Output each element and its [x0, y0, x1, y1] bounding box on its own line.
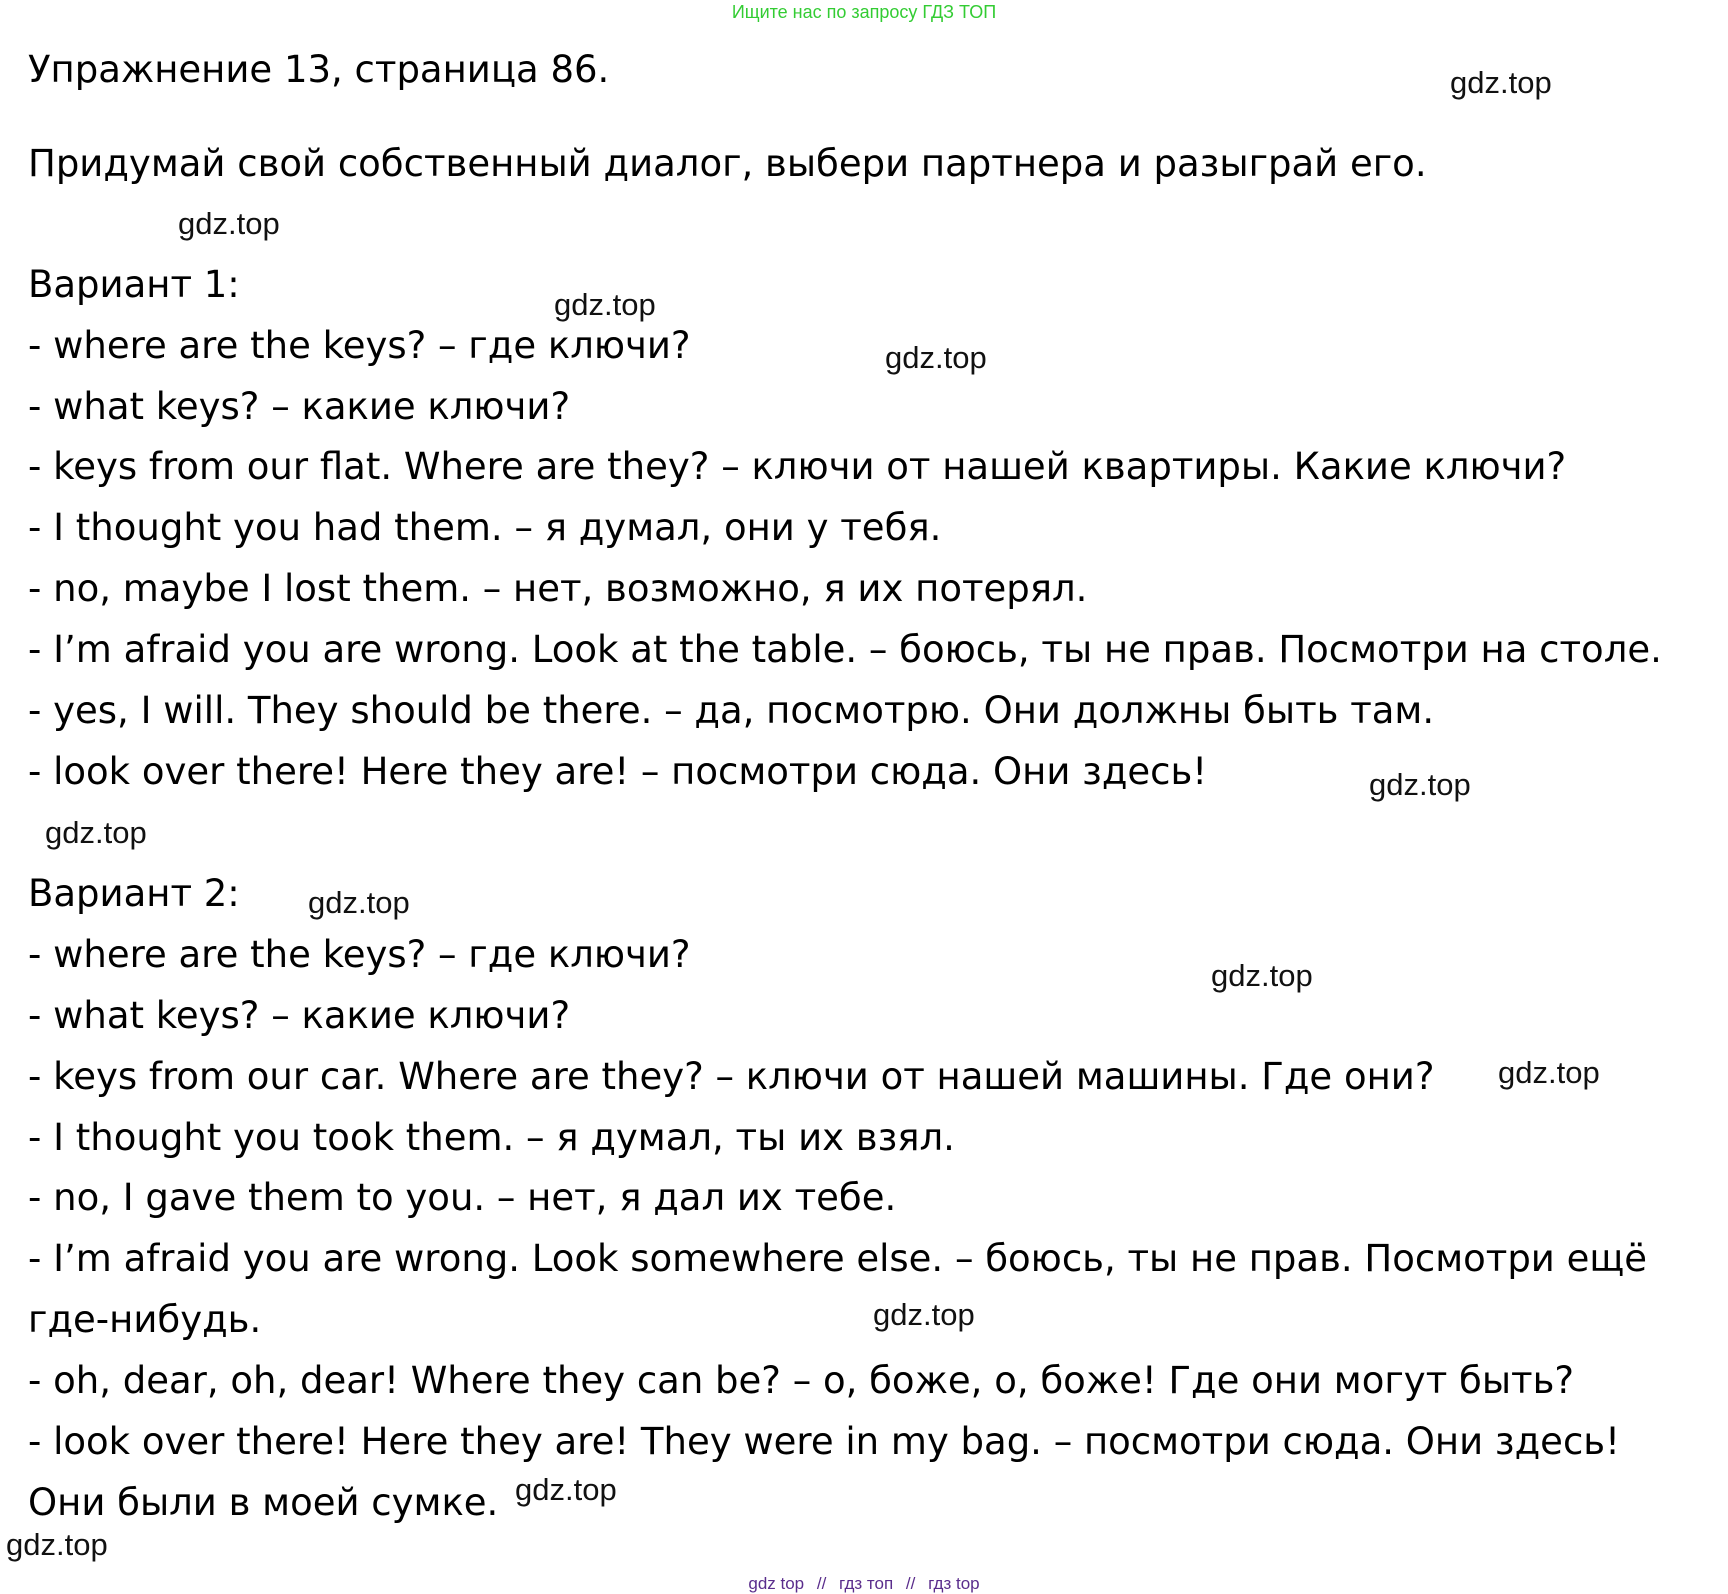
watermark: gdz.top [1211, 958, 1313, 993]
variant1-line: - look over there! Here they are! – посмотри сюда. Они здесь! [28, 750, 1208, 793]
top-banner: Ищите нас по запросу ГДЗ ТОП [731, 2, 997, 22]
variant2-heading: Вариант 2: [28, 872, 240, 915]
variant1-line: - I thought you had them. – я думал, они у тебя. [28, 506, 942, 549]
variant1-line: - no, maybe I lost them. – нет, возможно, я их потерял. [28, 567, 1088, 610]
footer-separator: // [816, 1574, 827, 1593]
variant2-line: - what keys? – какие ключи? [28, 994, 571, 1037]
footer-links [0, 1574, 1728, 1594]
variant2-line: - I thought you took them. – я думал, ты их взял. [28, 1116, 955, 1159]
footer-link[interactable]: гдз top [928, 1574, 980, 1593]
footer-link[interactable]: гдз топ [839, 1574, 894, 1593]
footer-separator: // [905, 1574, 916, 1593]
watermark: gdz.top [1369, 767, 1471, 802]
watermark: gdz.top [308, 885, 410, 920]
variant2-line: - oh, dear, oh, dear! Where they can be? – о, боже, о, боже! Где они могут быть? [28, 1359, 1575, 1402]
watermark: gdz.top [1450, 65, 1552, 100]
task-text: Придумай свой собственный диалог, выбери партнера и разыграй его. [28, 142, 1427, 185]
watermark: gdz.top [515, 1472, 617, 1507]
watermark: gdz.top [554, 287, 656, 322]
variant1-line: - keys from our flat. Where are they? – ключи от нашей квартиры. Какие ключи? [28, 445, 1567, 488]
variant1-heading: Вариант 1: [28, 263, 240, 306]
watermark: gdz.top [873, 1297, 975, 1332]
variant2-line: - no, I gave them to you. – нет, я дал их тебе. [28, 1176, 897, 1219]
variant1-line: - I’m afraid you are wrong. Look at the table. – боюсь, ты не прав. Посмотри на столе. [28, 628, 1662, 671]
variant1-line: - yes, I will. They should be there. – да, посмотрю. Они должны быть там. [28, 689, 1435, 732]
watermark: gdz.top [178, 206, 280, 241]
variant2-line: где-нибудь. [28, 1298, 262, 1341]
watermark: gdz.top [1498, 1055, 1600, 1090]
footer-link[interactable]: gdz top [748, 1574, 805, 1593]
watermark: gdz.top [45, 815, 147, 850]
exercise-title: Упражнение 13, страница 86. [28, 48, 610, 91]
variant1-line: - where are the keys? – где ключи? [28, 324, 691, 367]
watermark: gdz.top [6, 1527, 108, 1562]
variant1-line: - what keys? – какие ключи? [28, 385, 571, 428]
variant2-line: Они были в моей сумке. [28, 1481, 499, 1524]
variant2-line: - where are the keys? – где ключи? [28, 933, 691, 976]
variant2-line: - I’m afraid you are wrong. Look somewhere else. – боюсь, ты не прав. Посмотри ещё [28, 1237, 1647, 1280]
variant2-line: - look over there! Here they are! They were in my bag. – посмотри сюда. Они здесь! [28, 1420, 1620, 1463]
watermark: gdz.top [885, 340, 987, 375]
variant2-line: - keys from our car. Where are they? – ключи от нашей машины. Где они? [28, 1055, 1435, 1098]
